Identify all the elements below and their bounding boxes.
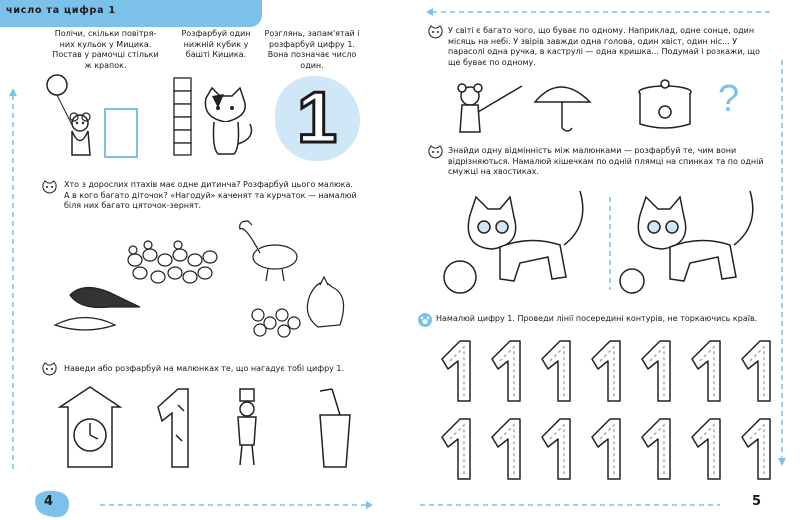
two-cats-illustration[interactable] — [440, 185, 780, 300]
big-digit-one[interactable]: 1 — [297, 78, 338, 158]
page-number-blob-left — [34, 490, 74, 518]
cat-task-icon-4 — [428, 146, 443, 159]
chapter-title: число та цифра 1 — [6, 5, 116, 16]
question-mark: ? — [718, 78, 740, 120]
intro-digit-text: Розглянь, запам'ятай і розфарбуй цифру 1. Вона позначає число один. — [264, 29, 360, 70]
cat-task-icon-3 — [428, 26, 443, 39]
trace-task-text: Намалюй цифру 1. Проведи лінії посередині контурів, не торкаючись країв. — [436, 314, 758, 323]
intro-balloons-text: Полічи, скільки повітря-них кульок у Мицика. Постав у рамочці стільки ж крапок. — [52, 29, 159, 70]
one-thing-task-text: У світі є багато чого, що буває по одному. Наприклад, одне сонце, один місяць на небі. У звірів завжди одна голова, один хвіст, один ніс... У парасолі одна ручка, в каструлі — одна кришка... Подумай і розкажи, що ще буває по одному. — [448, 26, 760, 67]
page-number-right: 5 — [752, 494, 762, 509]
trace-digit-row-2 — [442, 419, 770, 479]
cat-task-icon-2 — [42, 363, 57, 376]
cube-tower-illustration — [172, 76, 194, 156]
difference-task-text: Знайди одну відмінність між малюнками — розфарбуй те, чим вони відрізняються. Намалюй кішечкам по одній плямці на спинках та по одній смужці на хвостиках. — [448, 146, 764, 176]
cat-kytsyk-illustration — [198, 88, 256, 160]
page-number-left: 4 — [44, 494, 54, 509]
cat-task-icon — [42, 181, 57, 194]
birds-task-text: Хто з дорослих птахів має одне дитинча? Розфарбуй цього малюка. А в кого багато діточок? «Нагодуй» каченят та курчаток — намалюй біля них багато цяточок-зернят. — [64, 180, 357, 210]
trace-digits-area[interactable] — [430, 335, 780, 485]
one-reminders-illustration[interactable] — [50, 385, 370, 470]
trace-digit-row-1 — [442, 341, 770, 401]
birds-illustration[interactable] — [40, 215, 370, 340]
mouse-with-balloon-illustration — [42, 75, 102, 165]
paw-task-icon — [418, 313, 432, 327]
intro-tower-text: Розфарбуй один нижній кубик у башті Кицика. — [181, 29, 251, 59]
reminders-task-text: Наведи або розфарбуй на малюнках те, що нагадує тобі цифру 1. — [64, 364, 345, 373]
dots-answer-frame[interactable] — [104, 108, 138, 158]
